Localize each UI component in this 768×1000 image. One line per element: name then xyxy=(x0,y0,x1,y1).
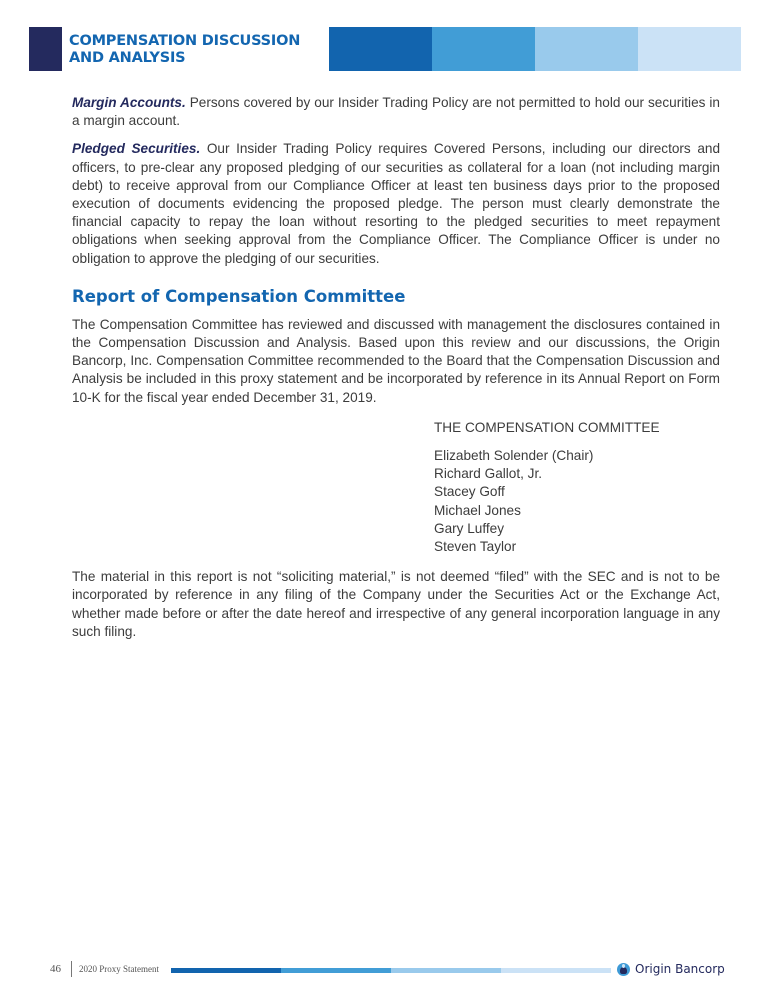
committee-member: Michael Jones xyxy=(434,502,521,518)
section-header-line-1: COMPENSATION DISCUSSION xyxy=(69,33,301,49)
committee-member: Richard Gallot, Jr. xyxy=(434,466,543,482)
brand-name: Origin Bancorp xyxy=(635,962,725,976)
footer-bar-2 xyxy=(281,968,391,973)
committee-signature-block xyxy=(434,419,720,556)
margin-accounts-text: Persons covered by our Insider Trading Policy are not permitted to hold our securities in a margin account. xyxy=(72,95,720,129)
origin-bancorp-logo-icon xyxy=(617,963,630,976)
header-bar-2 xyxy=(432,27,535,71)
document-title: 2020 Proxy Statement xyxy=(79,964,159,974)
header-color-bars xyxy=(329,27,741,71)
header-bar-1 xyxy=(329,27,432,71)
brand-logo xyxy=(617,962,725,976)
committee-member: Elizabeth Solender (Chair) xyxy=(434,448,594,464)
committee-signature-title: THE COMPENSATION COMMITTEE xyxy=(434,419,660,435)
section-header-line-2: AND ANALYSIS xyxy=(69,50,186,66)
section-header-title xyxy=(69,33,300,67)
committee-member: Steven Taylor xyxy=(434,539,517,555)
report-heading: Report of Compensation Committee xyxy=(72,286,406,306)
report-disclaimer: The material in this report is not “soliciting material,” is not deemed “filed” with the SEC and is not to be incorporated by reference in any filing of the Company under the Securities Act or the Exchange Act, whether made before or after the date hereof and irrespective of any general incorporation language in any such filing. xyxy=(72,569,720,639)
committee-member: Gary Luffey xyxy=(434,520,505,536)
footer-color-bars xyxy=(171,968,611,973)
report-body: The Compensation Committee has reviewed and discussed with management the disclosures contained in the Compensation Discussion and Analysis. Based upon this review and our discussions, the Origin Bancorp, Inc. Compensation Committee recommended to the Board that the Compensation Discussion and Analysis be included in this proxy statement and be incorporated by reference in its Annual Report on Form 10-K for the fiscal year ended December 31, 2019. xyxy=(72,316,720,405)
page-footer xyxy=(0,960,768,984)
margin-accounts-paragraph xyxy=(72,94,720,130)
footer-bar-4 xyxy=(501,968,611,973)
header-bar-3 xyxy=(535,27,638,71)
pledged-securities-paragraph xyxy=(72,140,720,267)
footer-bar-3 xyxy=(391,968,501,973)
footer-divider xyxy=(71,961,72,977)
pledged-securities-text: Our Insider Trading Policy requires Covered Persons, including our directors and officers, to pre-clear any proposed pledging of our securities as collateral for a loan (not including margin debt) to receive approval from our Compliance Officer at least ten business days prior to the proposed execution of documents evidencing the proposed pledge. The person must clearly demonstrate the financial capacity to repay the loan without resorting to the pledged securities to meet repayment obligations when seeking approval from the Compliance Officer. The Compliance Officer is under no obligation to approve the pledging of our securities. xyxy=(72,141,721,266)
pledged-securities-lead: Pledged Securities. xyxy=(72,141,201,157)
footer-bar-1 xyxy=(171,968,281,973)
page-number: 46 xyxy=(50,963,61,975)
margin-accounts-lead: Margin Accounts. xyxy=(72,95,186,110)
page-content xyxy=(72,94,720,641)
header-accent-square xyxy=(29,27,62,71)
header-bar-4 xyxy=(638,27,741,71)
committee-member: Stacey Goff xyxy=(434,484,505,500)
